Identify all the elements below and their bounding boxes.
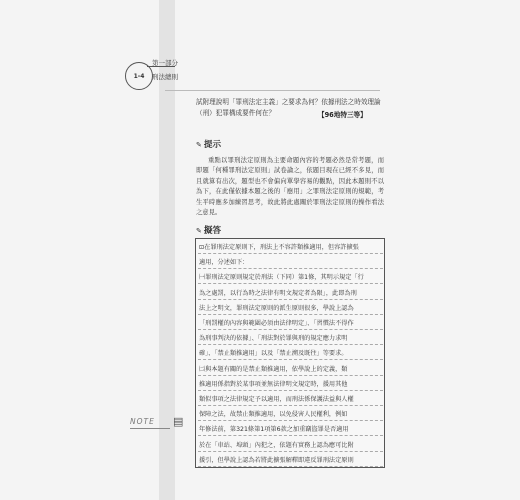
question-source: 【96地特三等】 — [318, 111, 367, 119]
answer-line-rule — [198, 435, 383, 436]
note-icon: ▤ — [173, 415, 184, 428]
pen-icon: ✎ — [196, 227, 202, 235]
pen-icon: ✎ — [196, 141, 202, 149]
answer-line-rule — [198, 268, 383, 269]
running-rule — [165, 90, 380, 91]
note-rule — [130, 428, 170, 429]
answer-line: 為刑事判決的依據」、「刑法對於罪與刑的規定應力求明 — [199, 335, 348, 343]
answer-line-rule — [198, 314, 383, 315]
note-label: NOTE — [130, 417, 155, 426]
answer-line: 法上之明文，罪刑法定原則的派生原則很多，學說上認為 — [199, 304, 354, 312]
answer-line: ㈡與本題有關的是禁止類推適用，依學說上的定義，類 — [199, 365, 348, 373]
answer-line: 援引，但學說上認為若將此擴張解釋即違反罪刑法定原則 — [199, 456, 354, 464]
answer-line-rule — [198, 299, 383, 300]
answer-line-rule — [198, 405, 383, 406]
answer-line: 適用，分述如下： — [199, 259, 249, 267]
answer-line-rule — [198, 283, 383, 284]
hint-heading — [196, 138, 221, 150]
answer-heading-text: 擬答 — [203, 226, 222, 236]
answer-line-rule — [198, 420, 383, 421]
answer-line-rule — [198, 253, 383, 254]
answer-line: ⊡在罪刑法定原則下，刑法上不容許類推適用，但容許擴張 — [199, 244, 359, 251]
answer-line: 保障之法，故禁止類推適用，以免侵害人民權利，例如 — [199, 411, 348, 419]
chapter-label: 刑法總則 — [152, 73, 178, 81]
answer-line: 於在「車站、埠頭」內犯之，依題有實務上認為應可比附 — [199, 441, 354, 449]
answer-line: 年修法前，第321條第1項第6款之加重竊盜罪是否適用 — [199, 426, 349, 434]
hint-heading-text: 提示 — [203, 140, 222, 150]
answer-line: 推適用係指對於某事項並無法律明文規定時，援用其他 — [199, 380, 348, 388]
answer-line: 類似事項之法律規定予以適用，而刑法係保護法益與人權 — [199, 396, 354, 403]
hint-body: 重點以罪刑法定原則為主要命題內容的考題必然是常考題，而即題「何種罪刑法定原則」試卷論之，依題目現在已經不多見，而且就算有出次，題型也不會偏向單學容易的觀點，因此本題則不以為下，在此僅依據本題之後的「應用」之罪刑法定原則的規範，考生平時應多加練習思考，故此將此處關於罪刑法定原則的操作看法之意見。 — [196, 157, 384, 217]
answer-line-rule — [198, 344, 383, 345]
answer-heading — [196, 224, 221, 236]
answer-line: ㈠罪刑法定原則規定於刑法（下同）第1條，其明示規定「行 — [199, 274, 364, 282]
question-text: 試附理說明「罪刑法定主義」之要求為何？依據刑法之時效理論（刑）犯罪構成要件何在？ — [196, 98, 381, 117]
part-label: 第一部分 — [152, 59, 178, 67]
answer-line-rule — [198, 375, 383, 376]
answer-line-rule — [198, 359, 383, 360]
answer-line-rule — [198, 451, 383, 452]
answer-line-rule — [198, 466, 383, 467]
answer-line-rule — [198, 390, 383, 391]
badge-text: 1-4 — [133, 72, 145, 80]
answer-line: 為之處罰，以行為時之法律有明文規定者為限」，此即為刑 — [199, 289, 357, 297]
answer-line: 確」、「禁止類推適用」以及「禁止溯及既往」等要求。 — [199, 350, 348, 358]
answer-line-rule — [198, 329, 383, 330]
answer-line: 「刑罰權的內容與範圍必須由法律明定」、「習慣法不得作 — [199, 320, 354, 327]
